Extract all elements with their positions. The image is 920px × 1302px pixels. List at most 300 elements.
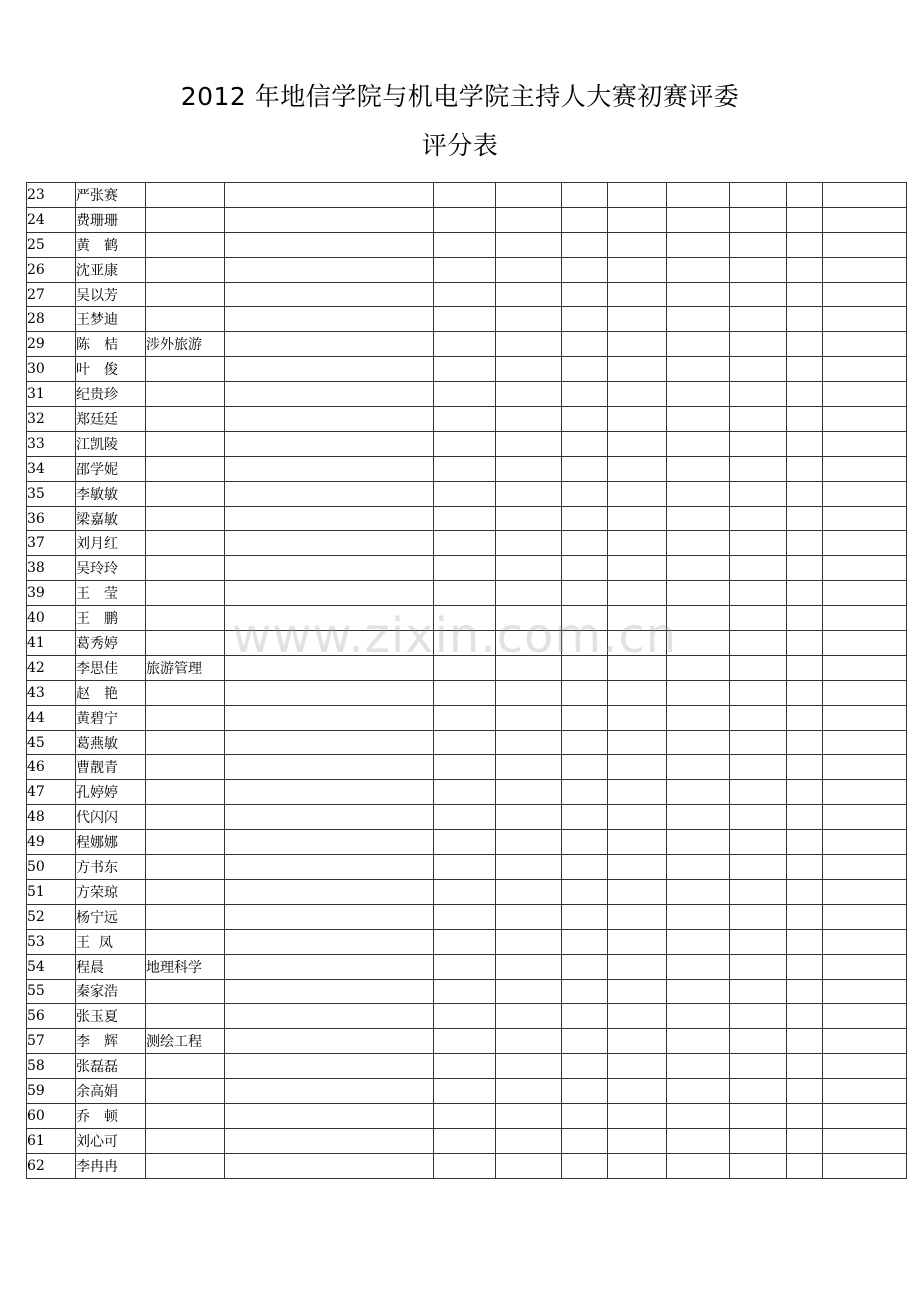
score-cell	[787, 606, 823, 631]
score-cell	[823, 456, 907, 481]
score-cell	[667, 282, 730, 307]
score-cell	[608, 705, 667, 730]
score-cell	[787, 1153, 823, 1178]
table-row	[27, 929, 907, 954]
score-cell	[496, 855, 562, 880]
score-cell	[225, 904, 434, 929]
row-number: 46	[27, 755, 76, 780]
score-cell	[562, 929, 608, 954]
score-cell	[730, 979, 787, 1004]
score-cell	[823, 904, 907, 929]
score-cell	[608, 581, 667, 606]
score-cell	[667, 929, 730, 954]
row-number: 52	[27, 904, 76, 929]
score-cell	[434, 1004, 496, 1029]
score-cell	[608, 556, 667, 581]
score-cell	[787, 705, 823, 730]
score-cell	[667, 1004, 730, 1029]
score-cell	[434, 431, 496, 456]
row-number: 36	[27, 506, 76, 531]
contestant-name: 李 辉	[76, 1029, 146, 1054]
score-cell	[730, 1128, 787, 1153]
score-cell	[496, 556, 562, 581]
score-cell	[823, 382, 907, 407]
score-cell	[434, 531, 496, 556]
score-cell	[434, 954, 496, 979]
contestant-name: 张磊磊	[76, 1054, 146, 1079]
score-cell	[434, 257, 496, 282]
table-row	[27, 805, 907, 830]
score-cell	[434, 1128, 496, 1153]
contestant-major	[146, 556, 225, 581]
score-cell	[225, 655, 434, 680]
score-cell	[787, 332, 823, 357]
score-cell	[667, 257, 730, 282]
score-cell	[562, 879, 608, 904]
contestant-name: 纪贵珍	[76, 382, 146, 407]
contestant-name: 曹靓青	[76, 755, 146, 780]
score-cell	[496, 531, 562, 556]
score-cell	[562, 1153, 608, 1178]
score-cell	[562, 954, 608, 979]
score-cell	[608, 257, 667, 282]
score-cell	[787, 1103, 823, 1128]
score-cell	[434, 929, 496, 954]
score-cell	[787, 407, 823, 432]
score-cell	[434, 481, 496, 506]
score-cell	[730, 730, 787, 755]
score-cell	[608, 1103, 667, 1128]
score-cell	[730, 1054, 787, 1079]
score-cell	[730, 431, 787, 456]
contestant-major	[146, 755, 225, 780]
score-cell	[562, 680, 608, 705]
score-cell	[787, 232, 823, 257]
score-cell	[496, 282, 562, 307]
score-cell	[608, 954, 667, 979]
score-cell	[562, 307, 608, 332]
score-cell	[730, 531, 787, 556]
score-cell	[823, 855, 907, 880]
score-cell	[434, 407, 496, 432]
score-cell	[787, 556, 823, 581]
contestant-major	[146, 805, 225, 830]
score-cell	[667, 705, 730, 730]
score-cell	[496, 730, 562, 755]
table-row	[27, 979, 907, 1004]
score-cell	[667, 1128, 730, 1153]
contestant-name: 王 凤	[76, 929, 146, 954]
score-cell	[667, 954, 730, 979]
score-cell	[608, 282, 667, 307]
score-cell	[667, 456, 730, 481]
table-row	[27, 431, 907, 456]
score-cell	[787, 879, 823, 904]
contestant-major	[146, 1128, 225, 1153]
score-cell	[225, 431, 434, 456]
score-cell	[562, 805, 608, 830]
contestant-major	[146, 1153, 225, 1178]
score-cell	[225, 680, 434, 705]
row-number: 35	[27, 481, 76, 506]
score-cell	[496, 954, 562, 979]
score-cell	[496, 879, 562, 904]
score-cell	[730, 954, 787, 979]
table-row	[27, 332, 907, 357]
score-cell	[667, 581, 730, 606]
score-cell	[787, 954, 823, 979]
contestant-name: 沈亚康	[76, 257, 146, 282]
score-cell	[667, 631, 730, 656]
score-cell	[562, 332, 608, 357]
contestant-major	[146, 431, 225, 456]
score-cell	[434, 904, 496, 929]
score-cell	[667, 531, 730, 556]
score-cell	[608, 929, 667, 954]
score-cell	[823, 705, 907, 730]
row-number: 39	[27, 581, 76, 606]
score-cell	[496, 456, 562, 481]
document-title: 2012 年地信学院与机电学院主持人大赛初赛评委	[180, 82, 740, 111]
watermark: www.zixin.com.cn	[232, 608, 678, 664]
row-number: 29	[27, 332, 76, 357]
row-number: 43	[27, 680, 76, 705]
contestant-name: 梁嘉敏	[76, 506, 146, 531]
score-cell	[434, 332, 496, 357]
score-cell	[225, 232, 434, 257]
score-cell	[496, 1128, 562, 1153]
contestant-major	[146, 855, 225, 880]
contestant-name: 葛燕敏	[76, 730, 146, 755]
score-cell	[434, 1029, 496, 1054]
contestant-major	[146, 257, 225, 282]
score-cell	[823, 1079, 907, 1104]
score-table	[26, 182, 907, 1179]
table-row	[27, 581, 907, 606]
table-row	[27, 481, 907, 506]
score-cell	[496, 183, 562, 208]
contestant-major	[146, 506, 225, 531]
contestant-major	[146, 382, 225, 407]
score-cell	[434, 556, 496, 581]
score-cell	[608, 780, 667, 805]
row-number: 57	[27, 1029, 76, 1054]
score-cell	[608, 357, 667, 382]
score-cell	[434, 879, 496, 904]
score-cell	[434, 183, 496, 208]
score-cell	[434, 705, 496, 730]
score-cell	[608, 382, 667, 407]
score-cell	[787, 1079, 823, 1104]
score-cell	[608, 755, 667, 780]
score-cell	[496, 431, 562, 456]
score-cell	[608, 904, 667, 929]
score-cell	[562, 1079, 608, 1104]
score-cell	[730, 929, 787, 954]
score-cell	[823, 407, 907, 432]
row-number: 48	[27, 805, 76, 830]
score-cell	[496, 1029, 562, 1054]
score-cell	[730, 830, 787, 855]
score-cell	[562, 855, 608, 880]
score-cell	[608, 456, 667, 481]
table-row	[27, 407, 907, 432]
score-cell	[823, 1103, 907, 1128]
score-cell	[496, 830, 562, 855]
score-cell	[787, 307, 823, 332]
score-cell	[225, 1029, 434, 1054]
score-cell	[608, 506, 667, 531]
row-number: 30	[27, 357, 76, 382]
score-cell	[787, 830, 823, 855]
row-number: 51	[27, 879, 76, 904]
row-number: 24	[27, 207, 76, 232]
score-cell	[496, 904, 562, 929]
score-cell	[608, 183, 667, 208]
score-cell	[667, 382, 730, 407]
table-row	[27, 954, 907, 979]
score-cell	[823, 357, 907, 382]
table-row	[27, 531, 907, 556]
score-cell	[562, 183, 608, 208]
contestant-name: 赵 艳	[76, 680, 146, 705]
score-cell	[823, 282, 907, 307]
score-cell	[496, 481, 562, 506]
table-row	[27, 730, 907, 755]
score-cell	[496, 506, 562, 531]
table-row	[27, 207, 907, 232]
score-cell	[787, 979, 823, 1004]
contestant-name: 方书东	[76, 855, 146, 880]
table-row	[27, 904, 907, 929]
score-cell	[667, 556, 730, 581]
score-cell	[667, 979, 730, 1004]
contestant-name: 李敏敏	[76, 481, 146, 506]
score-cell	[787, 780, 823, 805]
contestant-name: 方荣琼	[76, 879, 146, 904]
row-number: 28	[27, 307, 76, 332]
score-cell	[730, 332, 787, 357]
score-cell	[608, 805, 667, 830]
score-cell	[823, 1128, 907, 1153]
contestant-major	[146, 830, 225, 855]
table-row	[27, 183, 907, 208]
table-row	[27, 257, 907, 282]
score-cell	[730, 407, 787, 432]
score-cell	[225, 1128, 434, 1153]
score-cell	[562, 1004, 608, 1029]
score-cell	[225, 357, 434, 382]
score-cell	[225, 407, 434, 432]
score-cell	[434, 232, 496, 257]
contestant-name: 乔 顿	[76, 1103, 146, 1128]
score-cell	[730, 183, 787, 208]
score-cell	[667, 1029, 730, 1054]
score-cell	[496, 232, 562, 257]
score-cell	[608, 730, 667, 755]
score-cell	[225, 506, 434, 531]
score-cell	[823, 879, 907, 904]
score-cell	[562, 705, 608, 730]
score-cell	[823, 830, 907, 855]
score-cell	[608, 1029, 667, 1054]
score-cell	[562, 1054, 608, 1079]
table-row	[27, 307, 907, 332]
score-cell	[787, 207, 823, 232]
score-cell	[562, 556, 608, 581]
contestant-major	[146, 207, 225, 232]
score-cell	[562, 282, 608, 307]
row-number: 60	[27, 1103, 76, 1128]
row-number: 34	[27, 456, 76, 481]
score-cell	[608, 855, 667, 880]
contestant-major	[146, 705, 225, 730]
score-cell	[225, 606, 434, 631]
score-cell	[730, 1004, 787, 1029]
contestant-major	[146, 581, 225, 606]
score-cell	[608, 332, 667, 357]
contestant-major	[146, 979, 225, 1004]
contestant-name: 严张赛	[76, 183, 146, 208]
table-row	[27, 1128, 907, 1153]
score-cell	[225, 1103, 434, 1128]
score-cell	[496, 755, 562, 780]
contestant-major	[146, 307, 225, 332]
score-cell	[667, 431, 730, 456]
contestant-major	[146, 407, 225, 432]
score-cell	[787, 904, 823, 929]
score-cell	[823, 307, 907, 332]
score-cell	[562, 207, 608, 232]
row-number: 40	[27, 606, 76, 631]
score-cell	[562, 730, 608, 755]
table-row	[27, 1079, 907, 1104]
score-cell	[608, 531, 667, 556]
score-cell	[823, 207, 907, 232]
score-cell	[730, 581, 787, 606]
score-cell	[434, 805, 496, 830]
score-cell	[730, 506, 787, 531]
contestant-name: 葛秀婷	[76, 631, 146, 656]
score-cell	[730, 1153, 787, 1178]
score-cell	[608, 407, 667, 432]
score-cell	[667, 606, 730, 631]
score-cell	[225, 805, 434, 830]
score-cell	[823, 481, 907, 506]
contestant-name: 张玉夏	[76, 1004, 146, 1029]
score-cell	[225, 183, 434, 208]
table-row	[27, 1103, 907, 1128]
score-cell	[787, 655, 823, 680]
score-cell	[225, 481, 434, 506]
score-cell	[730, 556, 787, 581]
score-cell	[225, 257, 434, 282]
contestant-name: 吴玲玲	[76, 556, 146, 581]
score-cell	[787, 1029, 823, 1054]
row-number: 26	[27, 257, 76, 282]
score-cell	[730, 481, 787, 506]
score-cell	[667, 780, 730, 805]
table-row	[27, 1153, 907, 1178]
row-number: 23	[27, 183, 76, 208]
score-cell	[562, 780, 608, 805]
score-table-body	[27, 183, 907, 1179]
score-cell	[823, 556, 907, 581]
score-cell	[225, 282, 434, 307]
table-row	[27, 1029, 907, 1054]
score-cell	[496, 780, 562, 805]
score-cell	[667, 407, 730, 432]
score-cell	[787, 755, 823, 780]
score-cell	[667, 805, 730, 830]
score-cell	[496, 332, 562, 357]
score-cell	[823, 531, 907, 556]
contestant-name: 余高娟	[76, 1079, 146, 1104]
score-cell	[787, 1128, 823, 1153]
contestant-major: 地理科学	[146, 954, 225, 979]
score-cell	[787, 506, 823, 531]
contestant-major	[146, 481, 225, 506]
table-row	[27, 780, 907, 805]
score-cell	[608, 655, 667, 680]
contestant-major	[146, 1054, 225, 1079]
score-cell	[608, 481, 667, 506]
score-cell	[496, 382, 562, 407]
score-cell	[434, 680, 496, 705]
score-cell	[787, 680, 823, 705]
table-row	[27, 830, 907, 855]
contestant-name: 程娜娜	[76, 830, 146, 855]
score-cell	[434, 855, 496, 880]
score-cell	[562, 755, 608, 780]
contestant-major	[146, 904, 225, 929]
contestant-major	[146, 606, 225, 631]
score-cell	[667, 855, 730, 880]
score-cell	[787, 357, 823, 382]
score-cell	[823, 606, 907, 631]
score-cell	[730, 232, 787, 257]
score-cell	[225, 705, 434, 730]
score-cell	[608, 307, 667, 332]
score-cell	[434, 1079, 496, 1104]
score-cell	[225, 979, 434, 1004]
row-number: 56	[27, 1004, 76, 1029]
score-cell	[434, 755, 496, 780]
score-cell	[730, 1079, 787, 1104]
score-cell	[787, 382, 823, 407]
contestant-name: 孔婷婷	[76, 780, 146, 805]
score-cell	[225, 556, 434, 581]
row-number: 37	[27, 531, 76, 556]
score-cell	[434, 655, 496, 680]
score-cell	[730, 282, 787, 307]
score-cell	[823, 1004, 907, 1029]
score-cell	[823, 332, 907, 357]
row-number: 33	[27, 431, 76, 456]
contestant-major: 测绘工程	[146, 1029, 225, 1054]
score-cell	[434, 581, 496, 606]
score-cell	[496, 631, 562, 656]
row-number: 27	[27, 282, 76, 307]
score-cell	[496, 1103, 562, 1128]
score-cell	[434, 1054, 496, 1079]
score-cell	[562, 581, 608, 606]
score-cell	[730, 257, 787, 282]
score-cell	[225, 581, 434, 606]
table-row	[27, 680, 907, 705]
score-cell	[787, 1054, 823, 1079]
score-cell	[562, 1103, 608, 1128]
